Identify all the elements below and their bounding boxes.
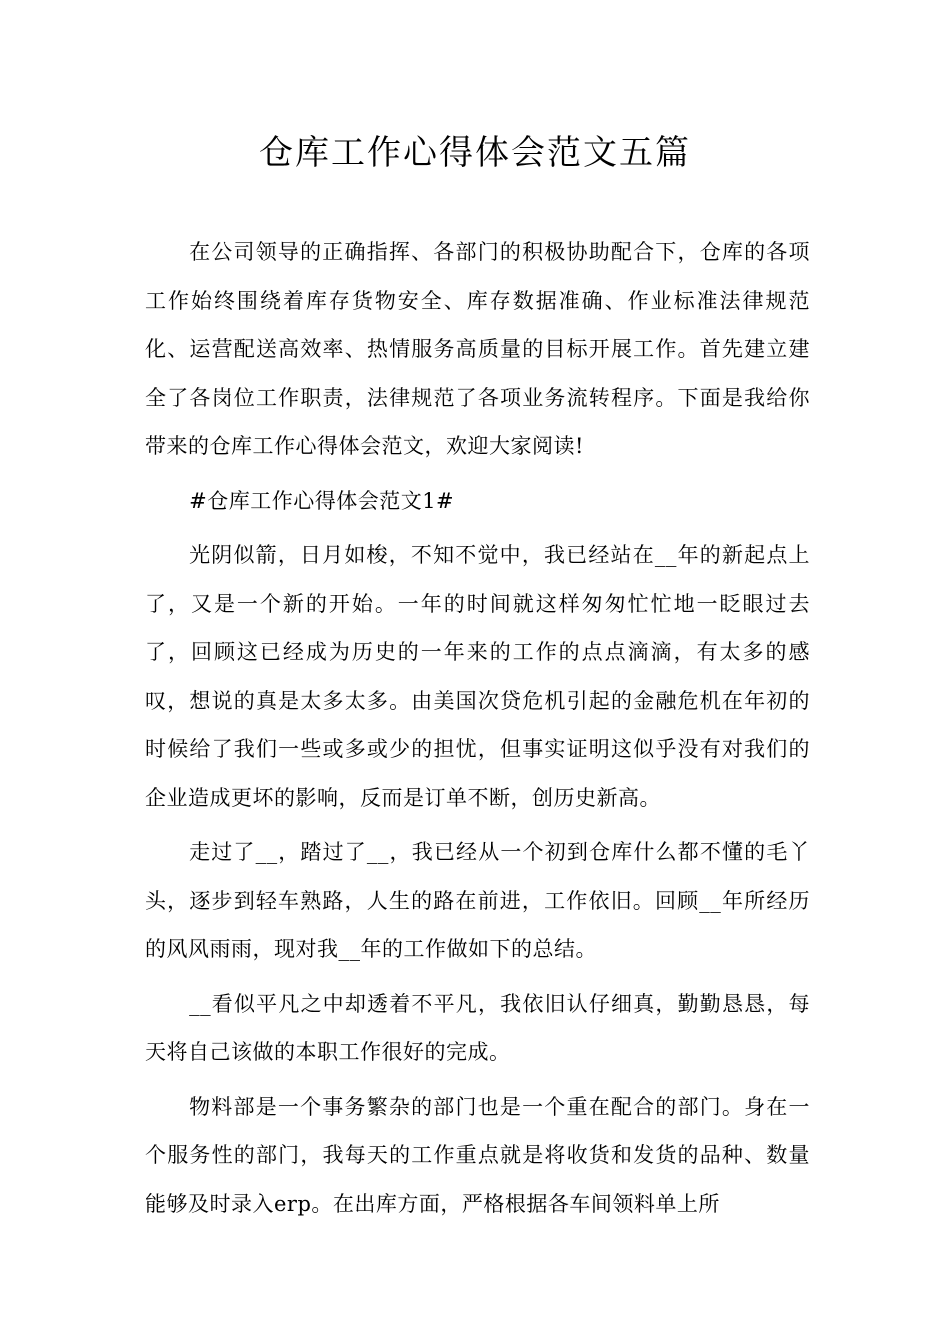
- section-heading-1: #仓库工作心得体会范文1#: [189, 488, 455, 513]
- intro-paragraph: 在公司领导的正确指挥、各部门的积极协助配合下，仓库的各项工作始终围绕着库存货物安全、库存数据准确、作业标准法律规范化、运营配送高效率、热情服务高质量的目标开展工作。首先建立建全了各岗位工作职责，法律规范了各项业务流转程序。下面是我给你带来的仓库工作心得体会范文，欢迎大家阅读!: [145, 240, 810, 458]
- body-paragraph-1: 光阴似箭，日月如梭，不知不觉中，我已经站在__年的新起点上了，又是一个新的开始。一年的时间就这样匆匆忙忙地一眨眼过去了，回顾这已经成为历史的一年来的工作的点点滴滴，有太多的感叹，想说的真是太多太多。由美国次贷危机引起的金融危机在年初的时候给了我们一些或多或少的担忧，但事实证明这似乎没有对我们的企业造成更坏的影响，反而是订单不断，创历史新高。: [145, 543, 810, 810]
- body-paragraph-4: 物料部是一个事务繁杂的部门也是一个重在配合的部门。身在一个服务性的部门，我每天的工作重点就是将收货和发货的品种、数量能够及时录入erp。在出库方面，严格根据各车间领料单上所: [145, 1094, 810, 1216]
- document-title: 仓库工作心得体会范文五篇: [259, 133, 691, 173]
- body-paragraph-3: __看似平凡之中却透着不平凡，我依旧认仔细真，勤勤恳恳，每天将自己该做的本职工作很好的完成。: [145, 991, 810, 1064]
- body-paragraph-2: 走过了__，踏过了__，我已经从一个初到仓库什么都不懂的毛丫头，逐步到轻车熟路，人生的路在前进，工作依旧。回顾__年所经历的风风雨雨，现对我__年的工作做如下的总结。: [145, 840, 810, 961]
- document-body: [145, 228, 810, 1234]
